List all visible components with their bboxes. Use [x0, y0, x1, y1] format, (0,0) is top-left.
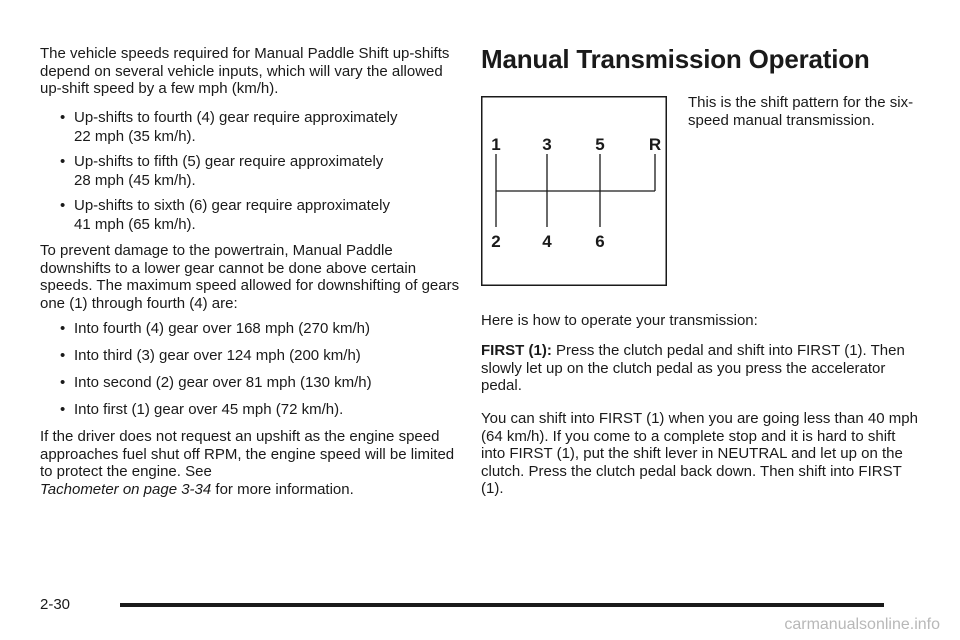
downshift-intro-paragraph: To prevent damage to the powertrain, Manual Paddle downshifts to a lower gear cannot be done above certain speeds. The maximum speed allowed for downshifting of gears one (1) through fourth (4) are: [40, 242, 460, 312]
upshift-line-2: 41 mph (65 km/h). [74, 216, 196, 233]
gear-label-6: 6 [595, 232, 605, 251]
list-item [40, 319, 372, 338]
watermark: carmanualsonline.info [784, 616, 940, 633]
first-gear-label: FIRST (1): [481, 342, 552, 359]
list-item [40, 196, 397, 234]
list-item [40, 400, 372, 419]
section-heading: Manual Transmission Operation [481, 44, 870, 74]
upshift-line-1: Up-shifts to fourth (4) gear require approximately [74, 109, 398, 126]
list-item [40, 108, 397, 146]
shift-pattern-diagram [481, 96, 667, 286]
upshift-line-2: 22 mph (35 km/h). [74, 128, 196, 145]
page-number: 2-30 [40, 596, 71, 613]
bullet-icon: • [60, 401, 66, 418]
gear-label-2: 2 [491, 232, 501, 251]
bullet-icon: • [60, 197, 66, 214]
list-item [40, 346, 372, 365]
gear-label-1: 1 [491, 135, 501, 154]
howto-paragraph: Here is how to operate your transmission: [481, 312, 758, 329]
upshift-line-2: 28 mph (45 km/h). [74, 172, 196, 189]
downshift-item-text: Into first (1) gear over 45 mph (72 km/h). [74, 401, 344, 418]
bullet-icon: • [60, 153, 66, 170]
bullet-icon: • [60, 347, 66, 364]
downshift-item-text: Into second (2) gear over 81 mph (130 km/h) [74, 374, 372, 391]
tachometer-reference-link[interactable]: Tachometer on page 3-34 [40, 480, 212, 498]
first-gear-notes-paragraph: You can shift into FIRST (1) when you are going less than 40 mph (64 km/h). If you come to a complete stop and it is hard to shift into FIRST (1), put the shift lever in NEUTRAL and let up on the clutch. Press the clutch pedal back down. Then shift into FIRST (1). [481, 410, 918, 497]
upshift-bullet-list [40, 108, 397, 234]
first-gear-text: Press the clutch pedal and shift into FIRST (1). Then slowly let up on the clutch pedal as you press the accelerator pedal. [481, 342, 905, 394]
bullet-icon: • [60, 109, 66, 126]
upshift-line-1: Up-shifts to sixth (6) gear require approximately [74, 197, 390, 214]
downshift-bullet-list [40, 319, 372, 419]
shift-gate-lines [496, 154, 655, 227]
bullet-icon: • [60, 320, 66, 337]
list-item [40, 152, 397, 190]
closing-paragraph [40, 428, 460, 498]
downshift-item-text: Into fourth (4) gear over 168 mph (270 km/h) [74, 320, 370, 337]
diagram-caption: This is the shift pattern for the six-speed manual transmission. [688, 94, 914, 129]
gear-label-3: 3 [542, 135, 552, 154]
gear-label-4: 4 [542, 232, 552, 251]
closing-tail: for more information. [211, 480, 354, 498]
gear-label-5: 5 [595, 135, 605, 154]
downshift-item-text: Into third (3) gear over 124 mph (200 km/h) [74, 347, 361, 364]
footer-rule [120, 603, 884, 607]
first-gear-paragraph [481, 342, 921, 395]
upshift-line-1: Up-shifts to fifth (5) gear require approximately [74, 153, 384, 170]
bullet-icon: • [60, 374, 66, 391]
list-item [40, 373, 372, 392]
closing-text: If the driver does not request an upshift as the engine speed approaches fuel shut off RPM, the engine speed will be limited to protect the engine. See [40, 428, 455, 480]
gear-label-r: R [648, 135, 662, 154]
upshift-intro-paragraph: The vehicle speeds required for Manual Paddle Shift up-shifts depend on several vehicle inputs, which will vary the allowed up-shift speed by a few mph (km/h). [40, 45, 450, 97]
